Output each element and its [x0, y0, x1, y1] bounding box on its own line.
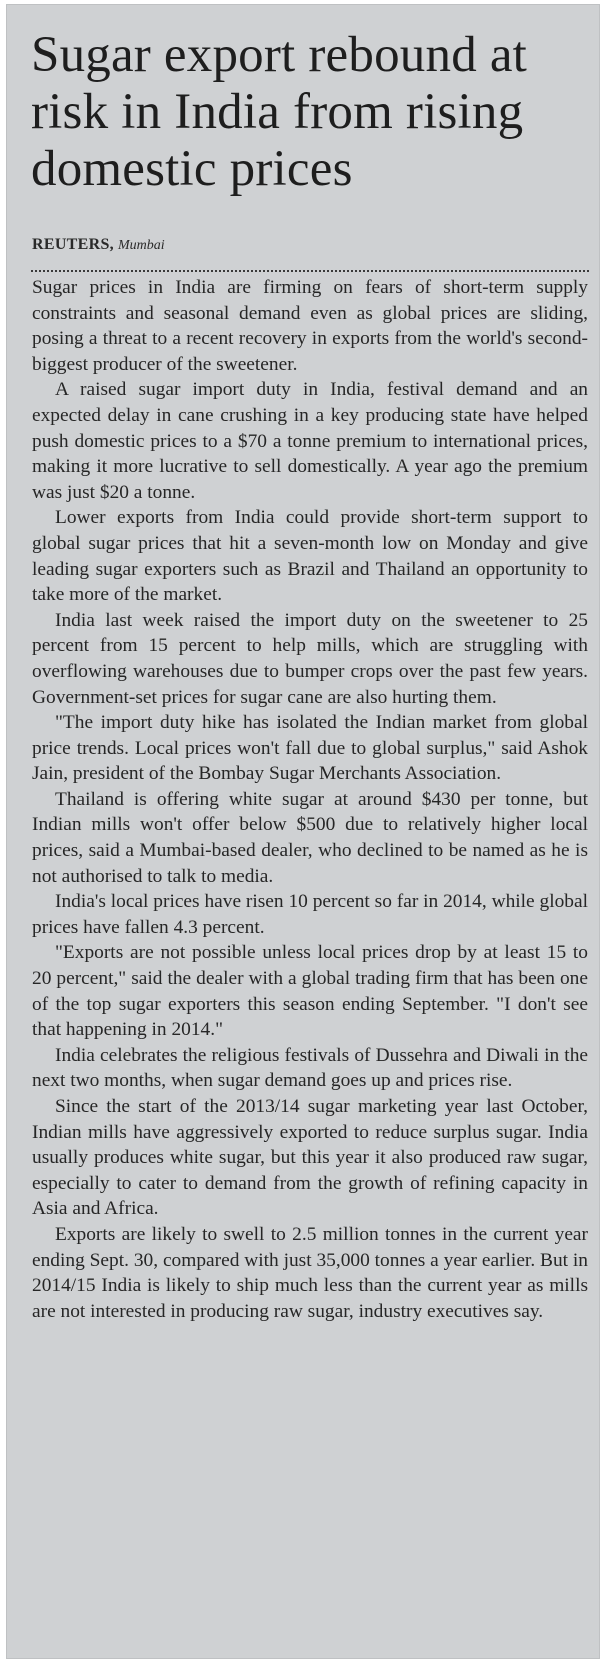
news-clipping — [6, 4, 600, 1659]
paragraph-5: "The import duty hike has isolated the Indian market from global price trends. Local prices won't fall due to global surplus," said Ashok Jain, president of the Bombay Sugar Merchants Association. — [32, 712, 588, 785]
byline — [32, 236, 165, 254]
dateline: Mumbai — [117, 238, 165, 253]
headline: Sugar export rebound at risk in India from rising domestic prices — [31, 27, 528, 197]
paragraph-1: Sugar prices in India are firming on fears of short-term supply constraints and seasonal demand even as global prices are sliding, posing a threat to a recent recovery in exports from the world's second-biggest producer of the sweetener. — [32, 277, 588, 375]
paragraph-3: Lower exports from India could provide short-term support to global sugar prices that hit a seven-month low on Monday and give leading sugar exporters such as Brazil and Thailand an opportunity to take more of the market. — [32, 507, 588, 606]
article-body — [32, 275, 588, 1324]
paragraph-11: Exports are likely to swell to 2.5 million tonnes in the current year ending Sept. 30, compared with just 35,000 tonnes a year earlier. But in 2014/15 India is likely to ship much less than the current year as mills are not interested in producing raw sugar, industry executives say. — [32, 1223, 588, 1322]
paragraph-4: India last week raised the import duty on the sweetener to 25 percent from 15 percent to help mills, which are struggling with overflowing warehouses due to bumper crops over the past few years. Government-set prices for sugar cane are also hurting them. — [32, 609, 588, 708]
paragraph-7: India's local prices have risen 10 percent so far in 2014, while global prices have fallen 4.3 percent. — [32, 891, 588, 938]
paragraph-8: "Exports are not possible unless local prices drop by at least 15 to 20 percent," said the dealer with a global trading firm that has been one of the top sugar exporters this season ending September. "I don't see that happening in 2014." — [32, 942, 588, 1041]
paragraph-6: Thailand is offering white sugar at around $430 per tonne, but Indian mills won't offer below $500 due to relatively higher local prices, said a Mumbai-based dealer, who declined to be named as he is not authorised to talk to media. — [32, 788, 588, 887]
paragraph-10: Since the start of the 2013/14 sugar marketing year last October, Indian mills have aggressively exported to reduce surplus sugar. India usually produces white sugar, but this year it also produced raw sugar, especially to cater to demand from the growth of refining capacity in Asia and Africa. — [32, 1096, 588, 1220]
news-agency: REUTERS, — [32, 236, 114, 253]
paragraph-2: A raised sugar import duty in India, festival demand and an expected delay in cane crushing in a key producing state have helped push domestic prices to a $70 a tonne premium to international prices, making it more lucrative to sell domestically. A year ago the premium was just $20 a tonne. — [32, 379, 588, 503]
paragraph-9: India celebrates the religious festivals of Dussehra and Diwali in the next two months, when sugar demand goes up and prices rise. — [32, 1044, 588, 1092]
dotted-divider — [31, 270, 589, 272]
